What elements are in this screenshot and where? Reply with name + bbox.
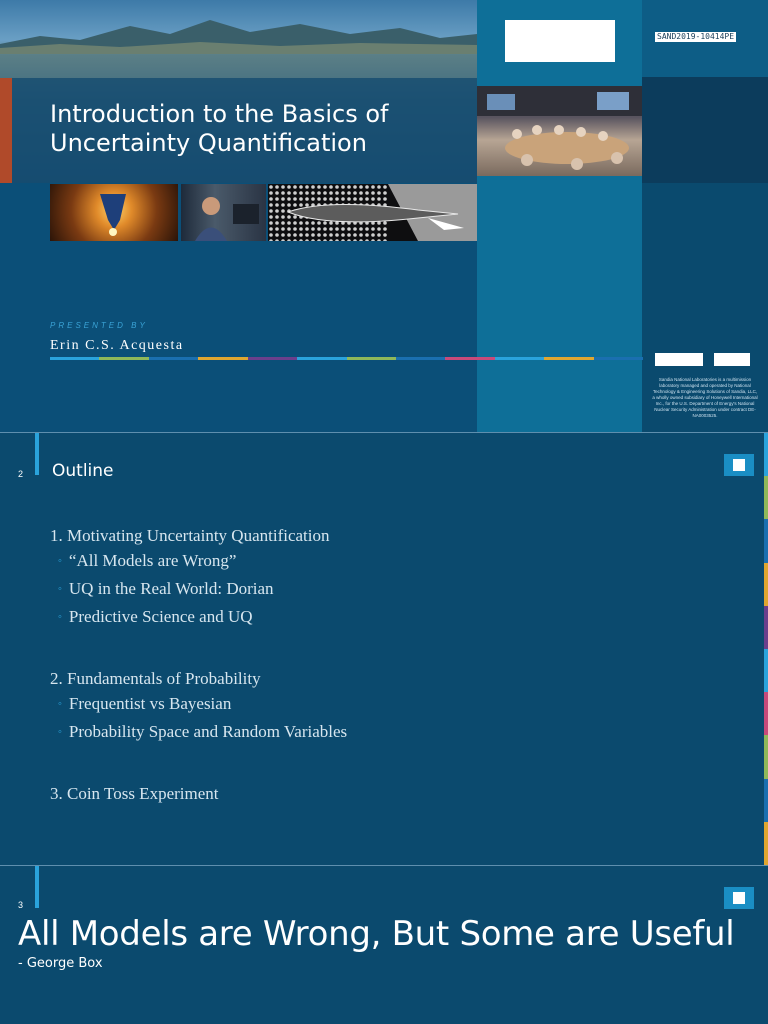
- partner-logo-box-small: [714, 353, 750, 366]
- dash-segment: [248, 357, 297, 360]
- sandia-logo: [505, 20, 615, 62]
- dash-segment: [297, 357, 346, 360]
- outline-item: ◦ “All Models are Wrong”: [58, 548, 690, 576]
- dash-segment: [198, 357, 247, 360]
- quote-heading: All Models are Wrong, But Some are Useful: [18, 914, 735, 954]
- outline-item: ◦ Predictive Science and UQ: [58, 604, 690, 632]
- partner-logo-box: [655, 353, 703, 366]
- slide-number: 2: [18, 469, 24, 479]
- edge-segment: [764, 649, 768, 692]
- middle-panel: [477, 0, 642, 432]
- control-room-photo: [477, 86, 642, 176]
- edge-segment: [764, 692, 768, 735]
- dash-segment: [347, 357, 396, 360]
- dash-segment: [396, 357, 445, 360]
- outline-item: ◦ Frequentist vs Bayesian: [58, 691, 690, 719]
- simulation-mesh-image: [268, 184, 477, 241]
- sandia-thunderbird-icon: [724, 887, 754, 909]
- document-number: SAND2019-10414PE: [657, 32, 735, 41]
- dash-segment: [445, 357, 494, 360]
- outline-section-title: 2. Fundamentals of Probability: [50, 669, 261, 688]
- sandia-thunderbird-icon: [724, 454, 754, 476]
- edge-segment: [764, 563, 768, 606]
- legal-disclaimer: Sandia National Laboratories is a multimission laboratory managed and operated by National Technology & Engineering Solutions of Sandia, LLC, a wholly owned subsidiary of Honeywell International Inc., for the U.S. Department of Energy's National Nuclear Security Administration under contract DE-NA0003525.: [652, 377, 758, 418]
- dark-block: [642, 77, 768, 183]
- author-name: Erin C.S. Acquesta: [50, 338, 184, 353]
- accent-red-bar: [0, 78, 12, 183]
- edge-segment: [764, 519, 768, 562]
- dash-segment: [99, 357, 148, 360]
- dash-segment: [544, 357, 593, 360]
- outline-section-title: 1. Motivating Uncertainty Quantification: [50, 526, 330, 545]
- title-slide: [0, 0, 768, 432]
- edge-segment: [764, 606, 768, 649]
- researcher-photo: [181, 184, 266, 241]
- dash-segment: [495, 357, 544, 360]
- presented-by-label: PRESENTED BY: [50, 321, 148, 330]
- outline-section-title: 3. Coin Toss Experiment: [50, 784, 219, 803]
- outline-slide: [0, 433, 768, 865]
- right-edge-color-strip: [764, 433, 768, 865]
- title-line-1: Introduction to the Basics of: [50, 100, 389, 128]
- laser-experiment-photo: [50, 184, 178, 241]
- quote-attribution: - George Box: [18, 956, 103, 971]
- outline-list: [50, 523, 690, 806]
- dash-segment: [149, 357, 198, 360]
- dash-segment: [594, 357, 643, 360]
- presentation-title: [50, 100, 460, 158]
- accent-bar: [35, 433, 39, 475]
- slide-number: 3: [18, 900, 24, 910]
- edge-segment: [764, 476, 768, 519]
- accent-bar: [35, 866, 39, 908]
- quote-slide: [0, 866, 768, 1024]
- title-line-2: Uncertainty Quantification: [50, 129, 367, 157]
- slide-heading: Outline: [52, 461, 114, 481]
- edge-segment: [764, 779, 768, 822]
- outline-item: ◦ Probability Space and Random Variables: [58, 719, 690, 747]
- outline-item: ◦ UQ in the Real World: Dorian: [58, 576, 690, 604]
- edge-segment: [764, 822, 768, 865]
- edge-segment: [764, 433, 768, 476]
- edge-segment: [764, 735, 768, 778]
- color-dash-line: [50, 357, 643, 360]
- dash-segment: [50, 357, 99, 360]
